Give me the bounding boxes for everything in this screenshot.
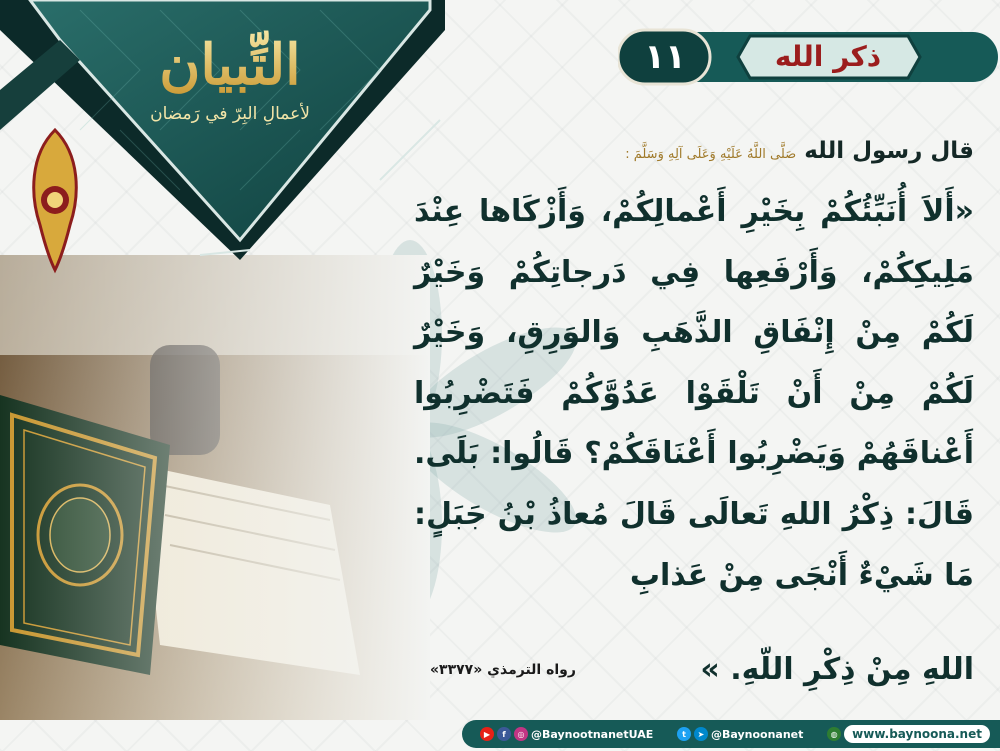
telegram-icon[interactable]: ➤ <box>694 727 708 741</box>
page-title: ذكر الله <box>774 39 882 73</box>
hadith-last-line: اللهِ مِنْ ذِكْرِ اللّهِ. » <box>700 652 974 687</box>
hadith-source: رواه الترمذي «٣٣٧٧» <box>430 662 576 678</box>
intro-text: قال رسول الله <box>804 138 974 164</box>
hadith-text: «أَلاَ أُنَبِّئُكُمْ بِخَيْرِ أَعْمالِكُمْ، وَأَزْكَاها عِنْدَ مَلِيكِكُمْ، وَأَرْفَعِها فِي دَرجاتِكُمْ وَخَيْرٌ لَكُمْ مِنْ إِنْفَاقِ الذَّهَبِ وَالوَرِقِ، وَخَيْرٌ لَكُمْ مِنْ أَنْ تَلْقَوْا عَدُوَّكُمْ فَتَضْرِبُوا أَعْناقَهُمْ وَيَضْرِبُوا أَعْنَاقَكُمْ؟ قَالُوا: بَلَى. قَالَ: ذِكْرُ اللهِ تَعالَى قَالَ مُعاذُ بْنُ جَبَلٍ: مَا شَيْءٌ أَنْجَى مِنْ عَذابِ <box>414 194 974 593</box>
footer-bar <box>462 720 1000 748</box>
logo-subtitle: لأعمالِ البِرّ في رَمضان <box>150 104 310 124</box>
episode-number: ١١ <box>644 37 686 77</box>
website-link[interactable]: www.baynoona.net <box>844 725 990 743</box>
facebook-icon[interactable]: f <box>497 727 511 741</box>
social-handle-1[interactable]: @BaynootnanetUAE <box>531 727 654 741</box>
social-handle-2[interactable]: @Baynoonanet <box>711 727 804 741</box>
salutation: صَلَّى اللَّهُ عَلَيْهِ وَعَلَى آلِهِ وَسَلَّمَ : <box>625 147 797 162</box>
instagram-icon[interactable]: ◎ <box>514 727 528 741</box>
logo-title: التِّبيان <box>115 30 345 100</box>
logo-title-block <box>115 30 345 124</box>
globe-icon: ◍ <box>827 727 841 741</box>
social-group-2 <box>677 727 803 741</box>
emblem-icon <box>20 125 90 275</box>
youtube-icon[interactable]: ▶ <box>480 727 494 741</box>
intro-line <box>625 138 974 164</box>
social-group-1 <box>480 727 653 741</box>
twitter-icon[interactable]: t <box>677 727 691 741</box>
website-group <box>827 725 990 743</box>
